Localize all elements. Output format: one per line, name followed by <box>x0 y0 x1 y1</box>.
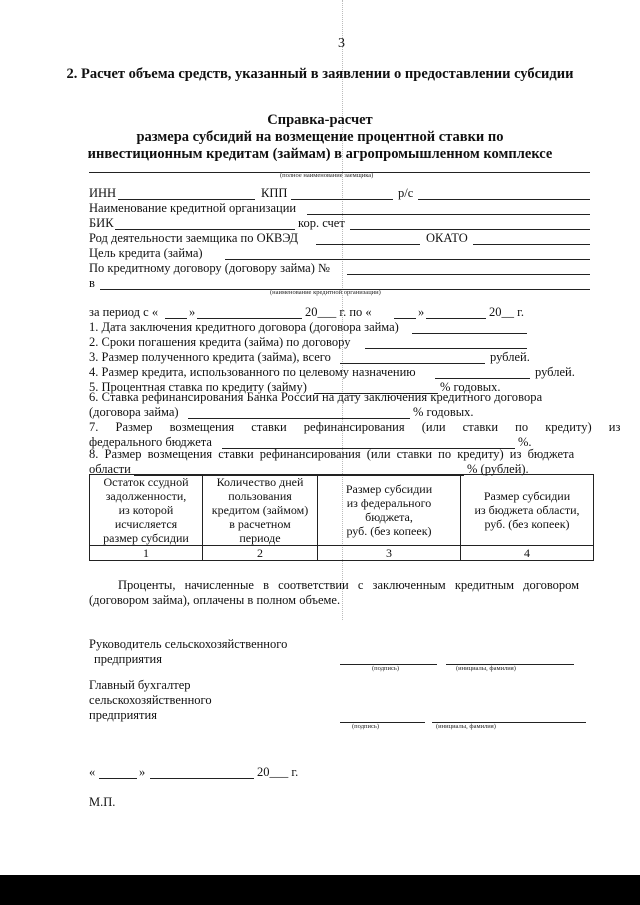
payment-paragraph-line-2: (договором займа), оплачены в полном объеме. <box>89 593 341 607</box>
doc-title-line-2: размера субсидий на возмещение процентной ставки по <box>136 129 504 145</box>
table-cell: 4 <box>461 546 594 561</box>
item-1-field[interactable] <box>412 333 527 334</box>
kor-schet-field[interactable] <box>350 229 590 230</box>
head-title-line-2: предприятия <box>94 652 162 666</box>
header-text: Количество дней <box>216 475 304 489</box>
item-1: 1. Дата заключения кредитного договора (договора займа) <box>89 320 399 334</box>
item-6-line-1 <box>89 390 589 405</box>
header-cell-federal <box>318 475 461 546</box>
item-6-field[interactable] <box>188 418 410 419</box>
item-8-unit: % (рублей). <box>467 462 529 476</box>
period-close-2: » <box>418 305 425 319</box>
inn-field[interactable] <box>118 199 255 200</box>
item-2: 2. Сроки погашения кредита (займа) по договору <box>89 335 351 349</box>
accountant-initials-caption: (инициалы, фамилия) <box>436 723 496 730</box>
date-month-field[interactable] <box>150 778 254 779</box>
item-5: 5. Процентная ставка по кредиту (займу) <box>89 380 307 394</box>
bik-label: БИК <box>89 216 114 230</box>
section-heading: 2. Расчет объема средств, указанный в заявлении о предоставлении субсидии <box>66 66 574 82</box>
accountant-title-line-3: предприятия <box>89 708 157 722</box>
rs-field[interactable] <box>418 199 590 200</box>
accountant-title-line-1: Главный бухгалтер <box>89 678 191 692</box>
period-day-to[interactable] <box>394 318 416 319</box>
period-day-from[interactable] <box>165 318 187 319</box>
header-text: Размер субсидии <box>483 489 571 503</box>
item-4-unit: рублей. <box>535 365 575 379</box>
payment-paragraph-line-1: Проценты, начисленные в соответствии с заключенным кредитным договором <box>118 578 580 592</box>
head-signature-caption: (подпись) <box>372 665 399 672</box>
date-open-quote: « <box>89 765 96 779</box>
item-4: 4. Размер кредита, использованного по целевому назначению <box>89 365 416 379</box>
bank-caption: (наименование кредитной организации) <box>270 289 381 296</box>
subsidy-table <box>89 474 594 561</box>
header-cell-days <box>203 475 318 546</box>
header-text: в расчетном <box>229 517 291 531</box>
table-cell: 2 <box>203 546 318 561</box>
header-text: пользования <box>228 489 292 503</box>
header-cell-regional <box>461 475 594 546</box>
item-7-unit: %. <box>518 435 532 449</box>
table-cell: 1 <box>90 546 203 561</box>
period-year-from: 20___ г. по « <box>305 305 372 319</box>
okved-field[interactable] <box>316 244 420 245</box>
header-text: задолженности, <box>105 489 187 503</box>
rs-label: р/с <box>398 186 414 200</box>
bank-name-field[interactable] <box>307 214 590 215</box>
header-text: руб. (без копеек) <box>484 517 570 531</box>
item-5-unit: % годовых. <box>440 380 501 394</box>
header-cell-balance <box>90 475 203 546</box>
period-close-1: » <box>189 305 196 319</box>
contract-number-field[interactable] <box>347 274 590 275</box>
period-year-to: 20__ г. <box>489 305 524 319</box>
item-3: 3. Размер полученного кредита (займа), всего <box>89 350 331 364</box>
header-text: руб. (без копеек) <box>346 524 432 538</box>
item-3-unit: рублей. <box>490 350 530 364</box>
borrower-caption: (полное наименование заемщика) <box>280 172 374 179</box>
bank-name-label: Наименование кредитной организации <box>89 201 297 215</box>
inn-label: ИНН <box>89 186 117 200</box>
page-number: 3 <box>338 36 345 51</box>
item-4-field[interactable] <box>435 378 530 379</box>
item-6-line-2: (договора займа) <box>89 405 179 419</box>
scan-bottom-edge <box>0 875 640 905</box>
item-6-text: 6. Ставка рефинансирования Банка России на дату заключения кредитного договора <box>89 390 543 404</box>
date-day-field[interactable] <box>99 778 137 779</box>
doc-title-line-1: Справка-расчет <box>267 112 373 128</box>
accountant-signature-caption: (подпись) <box>352 723 379 730</box>
bik-field[interactable] <box>115 229 295 230</box>
header-text: из федерального <box>346 496 432 510</box>
item-7-line-1: 7. Размер возмещения ставки рефинансирования (или ставки по кредиту) из <box>89 420 621 434</box>
okato-field[interactable] <box>473 244 590 245</box>
contract-number-label: По кредитному договору (договору займа) № <box>89 261 330 275</box>
kor-schet-label: кор. счет <box>298 216 345 230</box>
head-title-line-1: Руководитель сельскохозяйственного <box>89 637 288 651</box>
table-header-row <box>90 475 594 546</box>
date-close-quote: » <box>139 765 146 779</box>
header-text: из которой <box>118 503 174 517</box>
period-month-to[interactable] <box>426 318 486 319</box>
header-text: из бюджета области, <box>474 503 580 517</box>
header-text: исчисляется <box>114 517 178 531</box>
item-8-line-2: области <box>89 462 131 476</box>
item-2-field[interactable] <box>365 348 527 349</box>
okato-label: ОКАТО <box>426 231 468 245</box>
period-prefix: за период с « <box>89 305 159 319</box>
kpp-label: КПП <box>261 186 288 200</box>
item-8-line-1: 8. Размер возмещения ставки рефинансирования (или ставки по кредиту) из бюджета <box>89 447 575 461</box>
accountant-title-line-2: сельскохозяйственного <box>89 693 212 707</box>
header-text: бюджета, <box>365 510 413 524</box>
kpp-field[interactable] <box>291 199 393 200</box>
item-7-line-2: федерального бюджета <box>89 435 212 449</box>
in-label: в <box>89 276 95 290</box>
period-month-from[interactable] <box>197 318 302 319</box>
okved-label: Род деятельности заемщика по ОКВЭД <box>89 231 299 245</box>
date-year: 20___ г. <box>257 765 299 779</box>
head-initials-caption: (инициалы, фамилия) <box>456 665 516 672</box>
header-text: Размер субсидии <box>345 482 433 496</box>
item-6-unit: % годовых. <box>413 405 474 419</box>
header-text: размер субсидии <box>103 531 189 545</box>
header-text: периоде <box>239 531 281 545</box>
table-cell: 3 <box>318 546 461 561</box>
table-number-row <box>90 546 594 561</box>
stamp-place: М.П. <box>89 795 116 809</box>
header-text: кредитом (займом) <box>211 503 309 517</box>
loan-purpose-field[interactable] <box>225 259 590 260</box>
item-3-field[interactable] <box>340 363 485 364</box>
loan-purpose-label: Цель кредита (займа) <box>89 246 203 260</box>
header-text: Остаток ссудной <box>103 475 189 489</box>
doc-title-line-3: инвестиционным кредитам (займам) в агропромышленном комплексе <box>87 146 553 162</box>
